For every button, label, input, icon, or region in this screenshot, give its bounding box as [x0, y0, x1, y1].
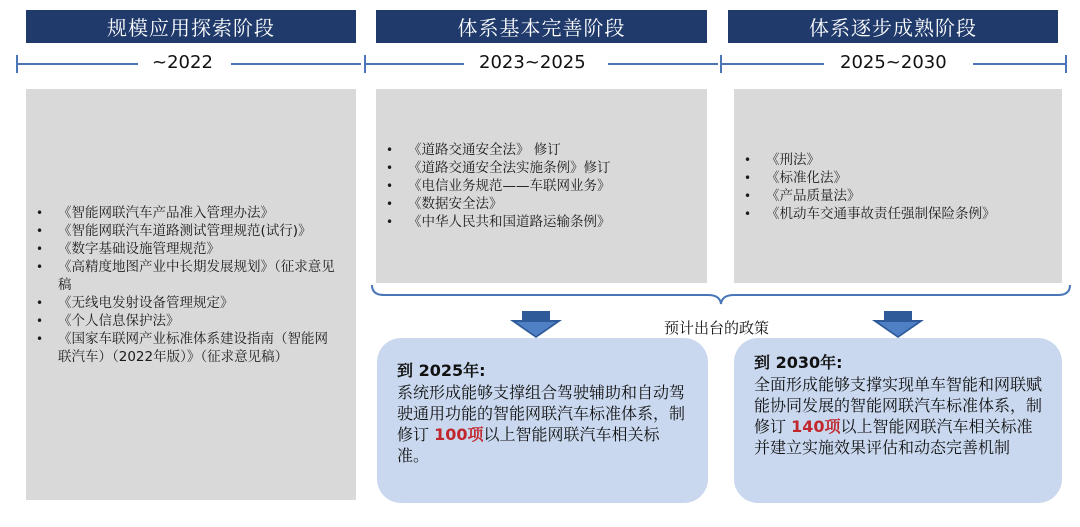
- period-label-1: ~2022: [146, 52, 219, 73]
- list-item: • 《国家车联网产业标准体系建设指南（智能网联汽车）（2022年版）》（征求意见稿）: [26, 330, 340, 366]
- stage-header-1: [26, 10, 356, 43]
- stage-title-3: 体系逐步成熟阶段: [809, 16, 977, 40]
- goal-2030: [734, 338, 1062, 503]
- timeline-segment: [722, 63, 824, 65]
- timeline-tick: [1065, 55, 1067, 73]
- stage-title-1: 规模应用探索阶段: [107, 16, 275, 40]
- down-arrow-icon: [870, 311, 926, 339]
- down-arrow-icon: [508, 311, 564, 339]
- goal-highlight-count: 100项: [434, 425, 484, 444]
- list-item: • 《高精度地图产业中长期发展规划》（征求意见稿: [26, 258, 340, 294]
- list-item: • 《无线电发射设备管理规定》: [26, 294, 340, 312]
- policies-box-2023-2025: [376, 89, 707, 283]
- policies-box-2025-2030: [734, 89, 1062, 283]
- goal-text-tail: 以上智能网联汽车相关标准并建立实施效果评估和动态完善机制: [754, 417, 1033, 457]
- policies-list-2025-2030: [734, 151, 1062, 223]
- timeline-segment: [17, 63, 138, 65]
- current-policies-list: [26, 204, 356, 366]
- timeline-segment: [231, 63, 361, 65]
- list-item: • 《个人信息保护法》: [26, 312, 340, 330]
- goal-year-label: 到 2025年:: [397, 361, 486, 380]
- list-item: • 《电信业务规范——车联网业务》: [376, 177, 707, 195]
- expected-policies-label: 预计出台的政策: [664, 319, 770, 337]
- stage-header-3: [728, 10, 1058, 43]
- goal-text: 全面形成能够支撑实现单车智能和网联赋能协同发展的智能网联汽车标准体系，制修订: [754, 375, 1043, 436]
- list-item: • 《刑法》: [734, 151, 1062, 169]
- timeline-segment: [608, 63, 718, 65]
- list-item: • 《道路交通安全法实施条例》修订: [376, 159, 707, 177]
- goal-highlight-count: 140项: [791, 417, 841, 436]
- list-item: • 《标准化法》: [734, 169, 1062, 187]
- list-item: • 《道路交通安全法》 修订: [376, 141, 707, 159]
- list-item: • 《中华人民共和国道路运输条例》: [376, 213, 707, 231]
- policies-list-2023-2025: [376, 141, 707, 231]
- list-item: • 《数据安全法》: [376, 195, 707, 213]
- list-item: • 《数字基础设施管理规范》: [26, 240, 340, 258]
- stage-header-2: [376, 10, 707, 43]
- timeline-segment: [973, 63, 1065, 65]
- stage-title-2: 体系基本完善阶段: [457, 16, 626, 40]
- goal-2025: [377, 338, 708, 503]
- goal-text: 系统形成能够支撑组合驾驶辅助和自动驾驶通用功能的智能网联汽车标准体系，制修订: [397, 383, 686, 444]
- list-item: • 《机动车交通事故责任强制保险条例》: [734, 205, 1062, 223]
- goal-year-label: 到 2030年:: [754, 353, 843, 372]
- period-label-2: 2023~2025: [473, 52, 592, 73]
- period-label-3: 2025~2030: [834, 52, 953, 73]
- list-item: • 《产品质量法》: [734, 187, 1062, 205]
- current-policies-box: [26, 89, 356, 500]
- goal-text-tail: 以上智能网联汽车相关标准。: [397, 425, 660, 465]
- list-item: • 《智能网联汽车道路测试管理规范(试行)》: [26, 222, 340, 240]
- list-item: • 《智能网联汽车产品准入管理办法》: [26, 204, 340, 222]
- grouping-brace: [368, 283, 1074, 305]
- timeline-segment: [366, 63, 464, 65]
